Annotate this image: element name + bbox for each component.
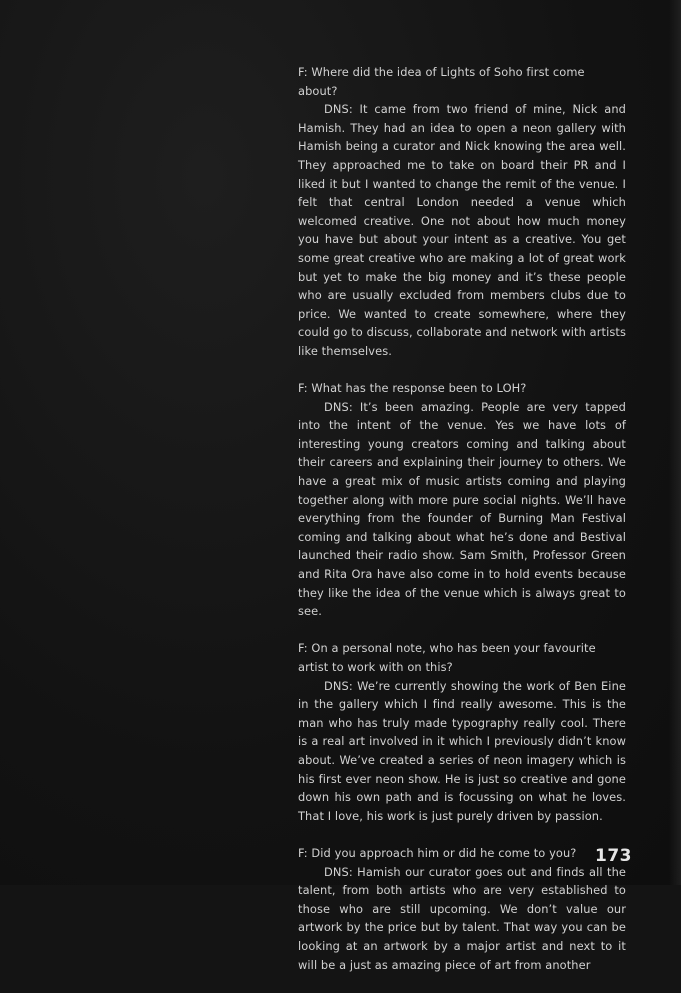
question-2: F: What has the response been to LOH? <box>298 381 527 396</box>
qa-block-1 <box>298 63 626 361</box>
qa-block-3 <box>298 639 626 825</box>
answer-1: DNS: It came from two friend of mine, Nick and Hamish. They had an idea to open a neon gallery with Hamish being a curator and Nick knowing the area well. They approached me to take on board their PR and I liked it but I wanted to change the remit of the venue. I felt that central London needed a venue which welcomed creative. One not about how much money you have but about your intent as a creative. You get some great creative who are making a lot of great work but yet to make the big money and it’s these people who are usually excluded from members clubs due to price. We wanted to create somewhere, where they could go to discuss, collaborate and network with artists like themselves. <box>298 102 626 358</box>
page-number: 173 <box>595 846 632 866</box>
qa-block-2 <box>298 379 626 621</box>
answer-3: DNS: We’re currently showing the work of Ben Eine in the gallery which I find really awesome. This is the man who has truly made typography really cool. There is a real art involved in it which I previously didn’t know about. We’ve created a series of neon imagery which is his first ever neon show. He is just so creative and gone down his own path and is focussing on what he loves. That I love, his work is just purely driven by passion. <box>298 678 626 823</box>
question-3: F: On a personal note, who has been your favourite artist to work with on this? <box>298 641 596 674</box>
answer-4: DNS: Hamish our curator goes out and finds all the talent, from both artists who are very established to those who are still upcoming. We don’t value our artwork by the price but by talent. That way you can be looking at an artwork by a major artist and next to it will be a just as amazing piece of art from another <box>298 864 626 972</box>
page-edge-shadow <box>669 0 681 885</box>
question-1: F: Where did the idea of Lights of Soho first come about? <box>298 65 585 98</box>
qa-block-4 <box>298 844 626 974</box>
question-4: F: Did you approach him or did he come to you? <box>298 845 577 860</box>
interview-column <box>298 63 626 993</box>
answer-2: DNS: It’s been amazing. People are very tapped into the intent of the venue. Yes we have lots of interesting young creators coming and talking about their careers and explaining their journey to others. We have a great mix of music artists coming and playing together along with more pure social nights. We’ll have everything from the founder of Burning Man Festival coming and talking about what he’s done and Bestival launched their radio show. Sam Smith, Professor Green and Rita Ora have also come in to hold events because they like the idea of the venue which is always great to see. <box>298 399 626 619</box>
